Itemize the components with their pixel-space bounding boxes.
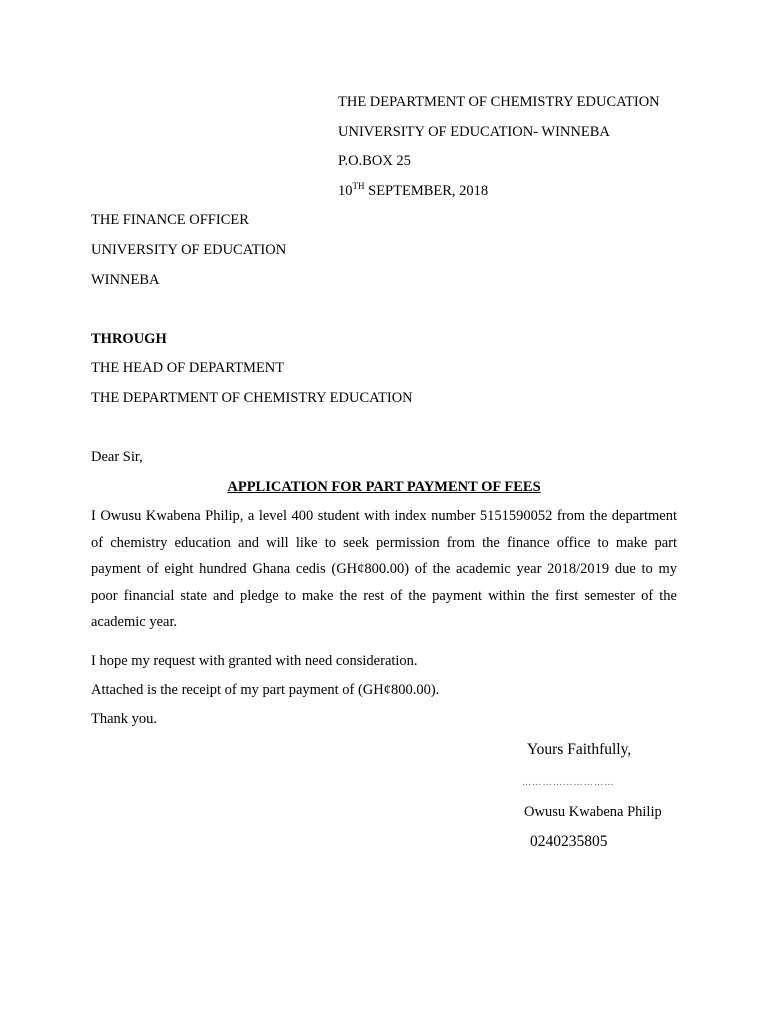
recipient-town: WINNEBA <box>91 272 160 288</box>
body-request-line: I hope my request with granted with need consideration. <box>91 653 418 669</box>
through-line-1: THE HEAD OF DEPARTMENT <box>91 360 285 376</box>
signer-phone: 0240235805 <box>530 833 608 850</box>
salutation: Dear Sir, <box>91 449 143 465</box>
recipient-institution: UNIVERSITY OF EDUCATION <box>91 242 287 258</box>
date-day: 10 <box>338 183 353 199</box>
letter-date <box>338 182 488 200</box>
sender-university: UNIVERSITY OF EDUCATION- WINNEBA <box>338 124 610 140</box>
date-rest: SEPTEMBER, 2018 <box>364 183 489 199</box>
signer-name: Owusu Kwabena Philip <box>524 804 662 820</box>
body-attachment-line: Attached is the receipt of my part payment of (GH¢800.00). <box>91 682 440 698</box>
through-line-2: THE DEPARTMENT OF CHEMISTRY EDUCATION <box>91 390 413 406</box>
sender-pobox: P.O.BOX 25 <box>338 153 411 169</box>
recipient-title: THE FINANCE OFFICER <box>91 212 249 228</box>
valediction: Yours Faithfully, <box>527 741 632 758</box>
body-thanks-line: Thank you. <box>91 711 158 727</box>
body-paragraph: I Owusu Kwabena Philip, a level 400 student with index number 5151590052 from the department of chemistry education and will like to seek permission from the finance office to make part payment of eight hundred Ghana cedis (GH¢800.00) of the academic year 2018/2019 due to my poor financial state and pledge to make the rest of the payment within the first semester of the academic year. <box>91 508 677 631</box>
letter-subject: APPLICATION FOR PART PAYMENT OF FEES <box>227 479 541 495</box>
date-suffix: TH <box>352 181 365 191</box>
sender-department: THE DEPARTMENT OF CHEMISTRY EDUCATION <box>338 94 660 110</box>
through-label: THROUGH <box>91 331 167 347</box>
signature-line: ……………………… <box>522 777 615 787</box>
